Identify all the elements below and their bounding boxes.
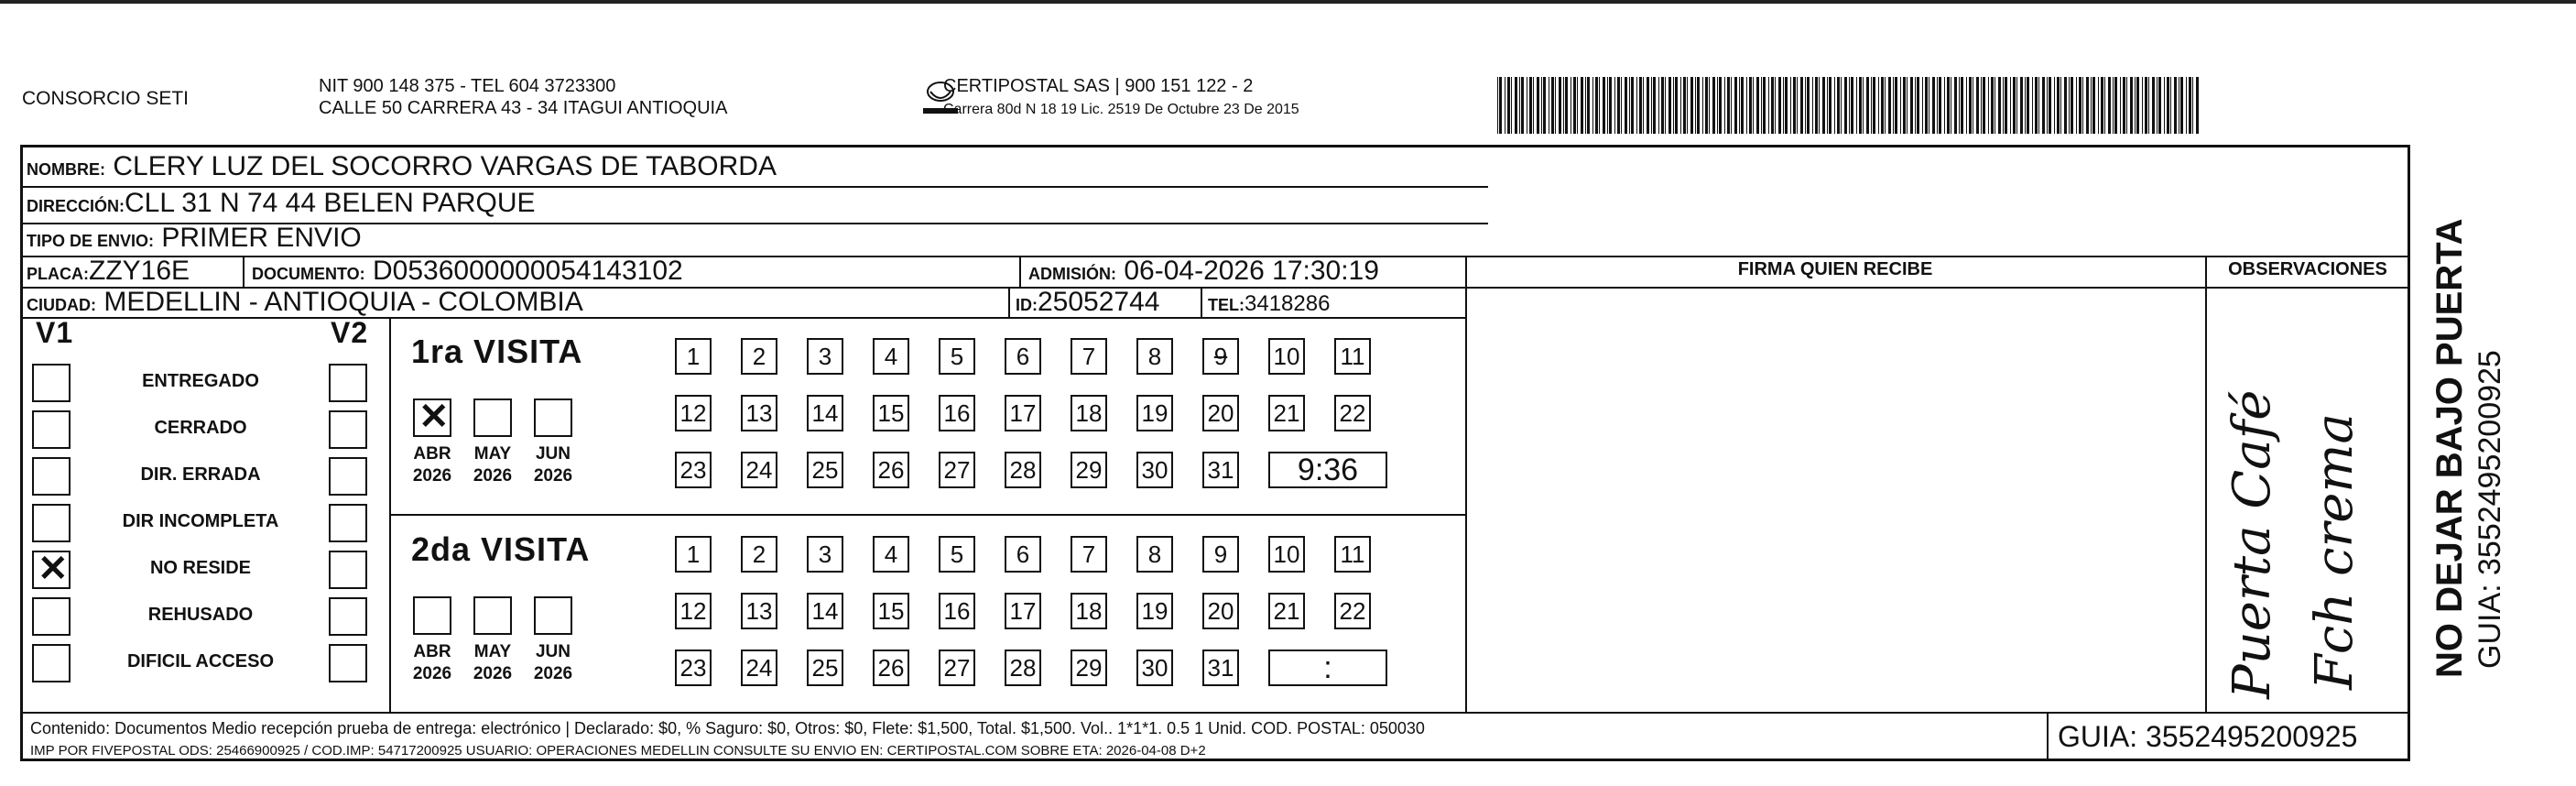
visit2-month-checkbox[interactable] bbox=[413, 596, 451, 635]
visit1-day-box[interactable]: 16 bbox=[939, 395, 975, 431]
no-dejar-bajo-puerta: NO DEJAR BAJO PUERTA bbox=[2429, 218, 2470, 678]
visit2-year: 2026 bbox=[473, 664, 513, 683]
visit1-day-box[interactable]: 15 bbox=[873, 395, 909, 431]
visit1-time-box[interactable]: 9:36 bbox=[1268, 452, 1387, 488]
footer-line1: Contenido: Documentos Medio recepción prueba de entrega: electrónico | Declarado: $0, % Saguro: $0, Otros: $0, Flete: $1,500, Total. $1,500. Vol.. 1*1*1. 0.5 1 Unid. COD. POSTAL: 050030 bbox=[30, 719, 1425, 737]
visit2-day-box[interactable]: 26 bbox=[873, 650, 909, 686]
visit2-month-checkbox[interactable] bbox=[473, 596, 512, 635]
v2-checkbox[interactable] bbox=[329, 457, 367, 496]
v1-checkbox[interactable] bbox=[32, 457, 71, 496]
documento-field: DOCUMENTO: D0536000000054143102 bbox=[252, 256, 683, 286]
visit1-year: 2026 bbox=[412, 466, 452, 486]
status-label: REHUSADO bbox=[147, 605, 254, 625]
v1-checkbox[interactable] bbox=[32, 410, 71, 449]
v1-label: V1 bbox=[36, 316, 74, 349]
check-x-icon: ✕ bbox=[418, 397, 450, 437]
v1-checkbox[interactable] bbox=[32, 551, 71, 589]
visit1-day-box[interactable]: 21 bbox=[1268, 395, 1305, 431]
status-label: DIR INCOMPLETA bbox=[122, 511, 279, 531]
visit2-day-box[interactable]: 9 bbox=[1202, 536, 1239, 573]
handwritten-notes bbox=[2205, 287, 2410, 712]
visit2-month: MAY bbox=[473, 642, 512, 661]
visit2-day-box[interactable]: 5 bbox=[939, 536, 975, 573]
visit1-month: JUN bbox=[535, 444, 571, 464]
footer-line2: IMP POR FIVEPOSTAL ODS: 25466900925 / COD.IMP: 54717200925 USUARIO: OPERACIONES MEDELLIN CONSULTE SU ENVIO EN: CERTIPOSTAL.COM SOBRE ETA: 2026-04-08 D+2 bbox=[30, 743, 1206, 759]
visit1-month-checkbox[interactable] bbox=[473, 398, 512, 437]
visit2-day-box[interactable]: 31 bbox=[1202, 650, 1239, 686]
visit1-day-box[interactable]: 9 bbox=[1202, 338, 1239, 375]
id-field: ID:25052744 bbox=[1016, 287, 1160, 317]
v1-checkbox[interactable] bbox=[32, 364, 71, 402]
footer-guia: GUIA: 3552495200925 bbox=[2058, 720, 2358, 753]
visit2-month: ABR bbox=[413, 642, 451, 661]
visit2-day-box[interactable]: 4 bbox=[873, 536, 909, 573]
visit1-day-box[interactable]: 10 bbox=[1268, 338, 1305, 375]
visit1-title: 1ra VISITA bbox=[411, 333, 583, 370]
nit-line: NIT 900 148 375 - TEL 604 3723300 bbox=[319, 76, 616, 96]
visit2-day-box[interactable]: 12 bbox=[675, 593, 712, 629]
visit1-day-box[interactable]: 28 bbox=[1005, 452, 1041, 488]
visit2-day-box[interactable]: 11 bbox=[1334, 536, 1371, 573]
visit2-day-box[interactable]: 20 bbox=[1202, 593, 1239, 629]
status-label: DIFICIL ACCESO bbox=[126, 651, 274, 671]
visit1-year: 2026 bbox=[473, 466, 513, 486]
visit1-day-box[interactable]: 19 bbox=[1136, 395, 1173, 431]
visit2-month: JUN bbox=[535, 642, 571, 661]
status-label: DIR. ERRADA bbox=[140, 464, 261, 485]
placa-field: PLACA:ZZY16E bbox=[27, 256, 190, 286]
visit2-day-box[interactable]: 27 bbox=[939, 650, 975, 686]
visit2-day-box[interactable]: 15 bbox=[873, 593, 909, 629]
tipo-envio-row: TIPO DE ENVIO: PRIMER ENVIO bbox=[27, 223, 362, 253]
handwriting-line1: Puerta Café bbox=[2223, 389, 2282, 699]
top-border bbox=[0, 0, 2576, 4]
observaciones-header: OBSERVACIONES bbox=[2228, 259, 2387, 279]
visit1-day-box[interactable]: 2 bbox=[741, 338, 777, 375]
tel-field: TEL:3418286 bbox=[1208, 291, 1331, 316]
tipo-value: PRIMER ENVIO bbox=[161, 223, 362, 253]
visit1-day-box[interactable]: 30 bbox=[1136, 452, 1173, 488]
admision-field: ADMISIÓN: 06-04-2026 17:30:19 bbox=[1028, 256, 1379, 286]
visit2-day-box[interactable]: 17 bbox=[1005, 593, 1041, 629]
visit1-month-checkbox[interactable] bbox=[413, 398, 451, 437]
check-x-icon: ✕ bbox=[38, 549, 69, 589]
visit1-day-box[interactable]: 24 bbox=[741, 452, 777, 488]
visit1-day-box[interactable]: 14 bbox=[807, 395, 843, 431]
visit2-day-box[interactable]: 19 bbox=[1136, 593, 1173, 629]
visit2-day-box[interactable]: 6 bbox=[1005, 536, 1041, 573]
visit2-time-box[interactable]: : bbox=[1268, 650, 1387, 686]
visit2-day-box[interactable]: 7 bbox=[1071, 536, 1107, 573]
side-guia: GUIA: 3552495200925 bbox=[2473, 350, 2507, 669]
v2-checkbox[interactable] bbox=[329, 410, 367, 449]
visit2-day-box[interactable]: 18 bbox=[1071, 593, 1107, 629]
visit2-day-box[interactable]: 13 bbox=[741, 593, 777, 629]
visit2-day-box[interactable]: 30 bbox=[1136, 650, 1173, 686]
v1-checkbox[interactable] bbox=[32, 597, 71, 636]
visit1-day-box[interactable]: 11 bbox=[1334, 338, 1371, 375]
visit2-month-checkbox[interactable] bbox=[534, 596, 572, 635]
v2-checkbox[interactable] bbox=[329, 551, 367, 589]
visit1-day-box[interactable]: 18 bbox=[1071, 395, 1107, 431]
visit1-day-box[interactable]: 22 bbox=[1334, 395, 1371, 431]
visit1-day-box[interactable]: 7 bbox=[1071, 338, 1107, 375]
visit1-day-box[interactable]: 20 bbox=[1202, 395, 1239, 431]
visit1-day-box[interactable]: 12 bbox=[675, 395, 712, 431]
visit2-year: 2026 bbox=[533, 664, 573, 683]
visit2-year: 2026 bbox=[412, 664, 452, 683]
visit2-day-box[interactable]: 23 bbox=[675, 650, 712, 686]
status-label: ENTREGADO bbox=[142, 371, 259, 391]
nombre-value: CLERY LUZ DEL SOCORRO VARGAS DE TABORDA bbox=[113, 151, 777, 181]
visit2-title: 2da VISITA bbox=[411, 530, 591, 568]
visit2-day-box[interactable]: 21 bbox=[1268, 593, 1305, 629]
visit1-day-box[interactable]: 1 bbox=[675, 338, 712, 375]
visit1-day-box[interactable]: 4 bbox=[873, 338, 909, 375]
status-label: NO RESIDE bbox=[149, 558, 252, 578]
visit1-day-box[interactable]: 3 bbox=[807, 338, 843, 375]
visit1-day-box[interactable]: 17 bbox=[1005, 395, 1041, 431]
visit1-month: ABR bbox=[413, 444, 451, 464]
v2-label: V2 bbox=[331, 316, 369, 349]
visit1-day-box[interactable]: 25 bbox=[807, 452, 843, 488]
direccion-row: DIRECCIÓN:CLL 31 N 74 44 BELEN PARQUE bbox=[27, 188, 536, 218]
visit2-day-box[interactable]: 29 bbox=[1071, 650, 1107, 686]
visit2-day-box[interactable]: 8 bbox=[1136, 536, 1173, 573]
visit1-day-box[interactable]: 23 bbox=[675, 452, 712, 488]
visit1-day-box[interactable]: 31 bbox=[1202, 452, 1239, 488]
side-notice bbox=[2418, 156, 2527, 687]
v1-checkbox[interactable] bbox=[32, 644, 71, 682]
visit2-day-box[interactable]: 1 bbox=[675, 536, 712, 573]
visit2-day-box[interactable]: 24 bbox=[741, 650, 777, 686]
shipping-card bbox=[20, 145, 2410, 761]
visit1-day-box[interactable]: 29 bbox=[1071, 452, 1107, 488]
visit2-day-box[interactable]: 28 bbox=[1005, 650, 1041, 686]
visit1-day-box[interactable]: 13 bbox=[741, 395, 777, 431]
status-label: CERRADO bbox=[154, 418, 247, 438]
visit2-day-box[interactable]: 14 bbox=[807, 593, 843, 629]
visit2-day-box[interactable]: 10 bbox=[1268, 536, 1305, 573]
nombre-row: NOMBRE: CLERY LUZ DEL SOCORRO VARGAS DE TABORDA bbox=[27, 151, 777, 181]
visit2-day-box[interactable]: 2 bbox=[741, 536, 777, 573]
certipostal-sub: Carrera 80d N 18 19 Lic. 2519 De Octubre 23 De 2015 bbox=[943, 102, 1299, 117]
certipostal-line: CERTIPOSTAL SAS | 900 151 122 - 2 bbox=[943, 76, 1254, 96]
direccion-value: CLL 31 N 74 44 BELEN PARQUE bbox=[125, 188, 536, 218]
visit1-year: 2026 bbox=[533, 466, 573, 486]
company-name: CONSORCIO SETI bbox=[22, 88, 190, 109]
ciudad-field: CIUDAD: MEDELLIN - ANTIOQUIA - COLOMBIA bbox=[27, 287, 583, 317]
visit2-day-box[interactable]: 16 bbox=[939, 593, 975, 629]
v1-checkbox[interactable] bbox=[32, 504, 71, 542]
visit1-day-box[interactable]: 26 bbox=[873, 452, 909, 488]
visit1-month: MAY bbox=[473, 444, 512, 464]
visit2-day-box[interactable]: 3 bbox=[807, 536, 843, 573]
visit1-month-checkbox[interactable] bbox=[534, 398, 572, 437]
v2-checkbox[interactable] bbox=[329, 364, 367, 402]
visit1-day-box[interactable]: 5 bbox=[939, 338, 975, 375]
visit2-day-box[interactable]: 25 bbox=[807, 650, 843, 686]
v2-checkbox[interactable] bbox=[329, 644, 367, 682]
visit1-day-box[interactable]: 27 bbox=[939, 452, 975, 488]
barcode-icon bbox=[1497, 77, 2202, 134]
address-line: CALLE 50 CARRERA 43 - 34 ITAGUI ANTIOQUIA bbox=[319, 98, 728, 118]
handwriting-line2: Fch crema bbox=[2305, 413, 2364, 690]
visit1-day-box[interactable]: 8 bbox=[1136, 338, 1173, 375]
firma-header: FIRMA QUIEN RECIBE bbox=[1737, 259, 1933, 279]
visit2-day-box[interactable]: 22 bbox=[1334, 593, 1371, 629]
v2-checkbox[interactable] bbox=[329, 504, 367, 542]
visit1-day-box[interactable]: 6 bbox=[1005, 338, 1041, 375]
v2-checkbox[interactable] bbox=[329, 597, 367, 636]
